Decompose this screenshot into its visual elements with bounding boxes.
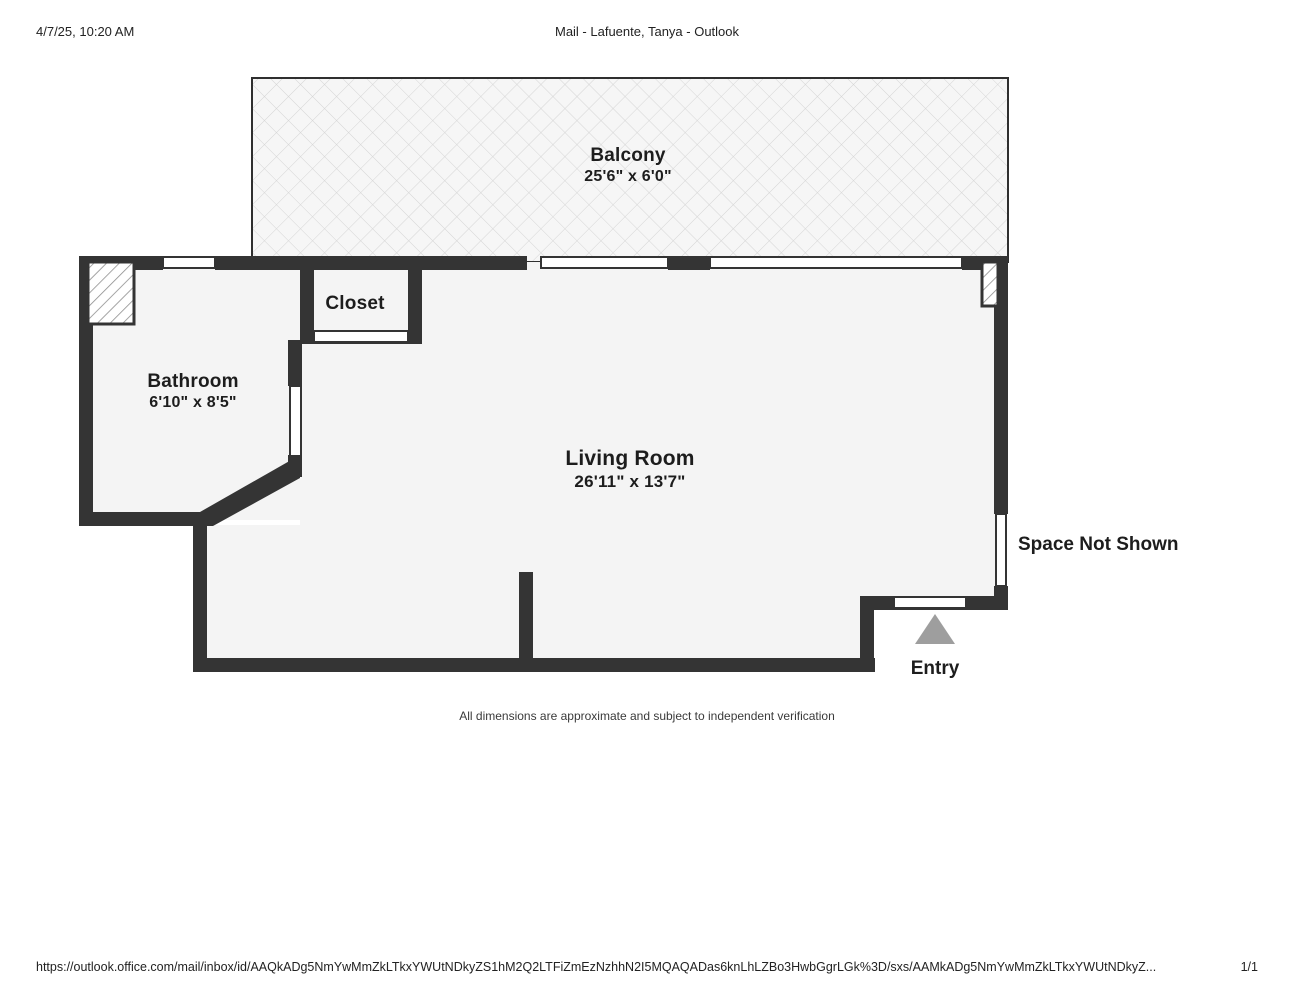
room-dimensions: 26'11" x 13'7" <box>574 471 686 491</box>
entry-arrow-icon <box>915 614 955 644</box>
entry-label: Entry <box>910 658 960 679</box>
print-footer <box>0 960 1294 978</box>
bathroom-hatch-nook <box>88 262 134 324</box>
print-date: 4/7/25, 10:20 AM <box>36 24 135 39</box>
living-room-hatch-nook <box>982 262 998 306</box>
page-url: https://outlook.office.com/mail/inbox/id/AAQkADg5NmYwMmZkLTkxYWUtNDkyZS1hM2Q2LTFiZmEzNzhhN2I5MQAQADas6knLhLZBo3HwbGgrLGk%3D/sxs/AAMkADg5NmYwMmZkLTkxYWUtNDkyZ... <box>36 960 1157 974</box>
document-title: Mail - Lafuente, Tanya - Outlook <box>554 24 740 39</box>
page-number: 1/1 <box>1240 960 1258 974</box>
room-label-living-room <box>565 446 694 492</box>
dimensions-disclaimer: All dimensions are approximate and subject to independent verification <box>459 709 835 723</box>
room-dimensions: 6'10" x 8'5" <box>149 394 237 412</box>
room-name: Closet <box>325 293 385 314</box>
room-name: Balcony <box>590 145 666 166</box>
room-label-bathroom <box>147 370 238 413</box>
room-dimensions: 25'6" x 6'0" <box>584 168 672 186</box>
room-name: Living Room <box>565 447 695 470</box>
room-name: Bathroom <box>147 371 239 392</box>
room-label-balcony <box>584 144 671 187</box>
space-not-shown-label: Space Not Shown <box>1018 534 1179 555</box>
room-label-closet <box>325 292 384 315</box>
